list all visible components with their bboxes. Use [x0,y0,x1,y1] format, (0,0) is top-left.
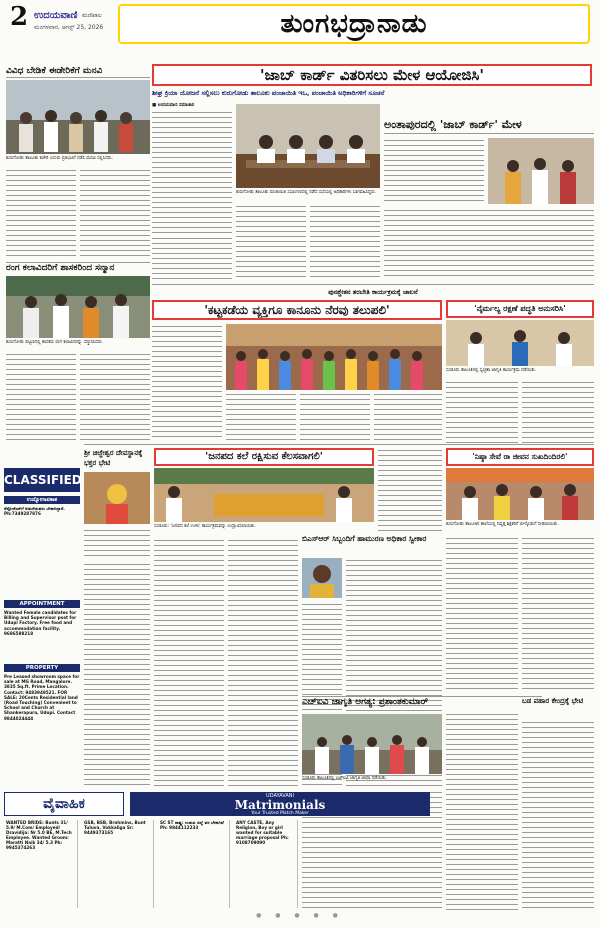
lower-text-col3 [228,538,298,788]
side-headline: ಅಂತಾಪುರದಲ್ಲಿ 'ಜಾಬ್ ಕಾರ್ಡ್' ಮೇಳ [384,118,594,134]
right-lower-photo [446,468,594,520]
lower-text-col2 [154,538,224,788]
protest-photo [6,80,150,154]
classified-ad-property: Pre Leased showroom space for sale at MG Road, Mangalore. 3835 Sq.ft. Prime Location. Contact: 9483949521. FOR SALE: 20Cents Residential land (Road Touching) Convenient to School and Church at Shankerapura, Udupi. Contact 9844024444 [4,674,80,721]
cleanliness-photo [446,320,594,366]
matrimony-ad-3: SC ST ರಾಷ್ಟ್ರ: ಉಡುಪಿ ಜಿಲ್ಲೆ ವರ ಬೇಕಾಗಿದೆ Ph: 9844112233 [158,820,230,908]
mid-headline: ಬಿಎಸ್ಆರ್ ಸಿಬ್ಬಂದಿಗೆ ಹಾಮುರಣ ಅಧಿಕಾರ ಸ್ವೀಕಾರ [302,534,427,543]
tribute-photo [84,472,150,524]
hiv-text-col1 [446,712,518,912]
side-text-col1 [384,138,484,204]
legal-aid-photo [226,324,442,390]
middle-photo [226,324,442,390]
middle-right-headline: 'ನೈರ್ಮಲ್ಯ ರಕ್ಷಣೆ ಪದ್ಧತಿ ಅನುಸರಿಸಿ' [446,300,594,318]
meeting-photo [236,104,380,188]
matrimony-tagline: Your Trusted Match Maker [251,811,309,816]
lower-spacer [378,448,442,532]
small-headline: ಬಡ ಪಹಾರ ಕೇಂದ್ರಕ್ಕೆ ಭೇಟಿ [522,697,584,705]
main-text-col3 [310,204,380,280]
left-story1-caption: ಕುರುಗೋಡು ತಾಲೂಕು ಕಚೇರಿ ಎದುರು ಪ್ರತಿಭಟನೆ ನಡೆಸಿ ಮನವಿ ಸಲ್ಲಿಸಿದರು. [6,156,114,161]
middle-headline: 'ಕಟ್ಟಕಡೆಯ ವ್ಯಕ್ತಿಗೂ ಕಾನೂನು ನೆರವು ತಲುಪಲಿ' [152,300,442,320]
dateline: ಮಂಗಳವಾರ, ಆಗಸ್ಟ್ 25, 2026 [34,24,104,31]
portrait-photo [302,558,342,598]
tribute-text [84,528,150,558]
hiv-headline: ಎಚ್ಐವಿ ಜಾಗೃತಿ ಅಗತ್ಯ: ಪ್ರಶಾಂತಕುಮಾರ್ [302,696,542,710]
main-text-col2 [236,204,306,280]
middle-right-text-col2 [522,380,594,444]
middle-text-col1 [152,324,222,440]
matrimony-ad-2: GSB, BSB, Brahmins, Bunt Tuluva, Vokkaliga Sr: 9449373165 [82,820,154,908]
classified-category-jobs: ಉದ್ಯೋಗಾವಕಾಶ [4,496,80,504]
registration-marks: ● ● ● ● ● [256,912,344,919]
matrimony-title: Matrimonials [234,798,326,812]
matrimony-top-line: UDAYAVANI [266,793,294,799]
matrimony-kannada-title: ವೈವಾಹಿಕ [4,792,124,816]
small-text [522,720,594,912]
matrimony-ad-4: ANY CASTE, Any Religion, Boy or girl wanted for suitable marriage proposal Ph: 9108709090 [234,820,298,908]
hiv-photo [302,714,442,774]
right-lower-caption: ಕುರುಗೋಡು ತಾಲೂಕಿನ ಶಾಲೆಯಲ್ಲಿ ನಿವೃತ್ತ ಶಿಕ್ಷಕರಿಗೆ ಬೀಳ್ಕೊಡುಗೆ ನೀಡಲಾಯಿತು. [446,522,559,527]
matrimony-banner [130,792,430,816]
left-story2-text-col1 [6,352,76,440]
main-photo [236,104,380,188]
middle-text-col3 [300,392,370,444]
classified-category-property: PROPERTY [4,664,80,672]
main-photo-caption: ಕುರುಗೋಡು ತಾಲೂಕು ಪಂಚಾಯಿತಿ ಸಭಾಂಗಣದಲ್ಲಿ ನಡೆದ ಸಭೆಯಲ್ಲಿ ಅಧಿಕಾರಿಗಳು ಭಾಗವಹಿಸಿದ್ದರು. [236,190,377,195]
left-story2-photo [6,276,150,338]
left-story2-text-col2 [80,352,150,440]
main-text-col1 [152,110,232,234]
middle-right-caption: ಸಂಡೂರು ತಾಲೂಕಿನಲ್ಲಿ ಸ್ವಚ್ಛತಾ ಜಾಗೃತಿ ಕಾರ್ಯಕ್ರಮ ನಡೆಯಿತು. [446,368,537,373]
center-caption: ಸಂಡೂರು: 'ಜನಪದ ಕಲೆ ಉಳಿಸಿ' ಕಾರ್ಯಕ್ರಮವನ್ನು ಉದ್ಘಾಟಿಸಲಾಯಿತು. [154,524,256,529]
matrimony-ad-1: WANTED BRIDE: Bunts 31/ 5.9/ M.Com/ Employed/ Dravidija: Nr 5.0 BE, M.Tech Employee. Wanted Groom: Maratti Naik 34/ 5.3 Ph: 9945374263 [4,820,78,908]
folk-art-photo [154,468,374,522]
divider [84,444,594,445]
temple-photo [84,472,150,524]
lower-text-col1 [84,562,150,788]
right-lower-text-col1 [446,536,518,692]
middle-right-text-col1 [446,380,518,444]
right-lower-headline: 'ನಿಷ್ಠಾ ಸೇವೆ ರಾ ಜೀವನ ಸುಖದಿಂದಿರಲಿ' [446,448,594,466]
hiv-caption: ಸಂಡೂರು ತಾಲೂಕಿನಲ್ಲಿ ಎಚ್ಐವಿ ಜಾಗೃತಿ ಜಾಥಾ ನಡೆಯಿತು. [302,776,387,781]
middle-right-photo [446,320,594,366]
center-headline: 'ಜನಪದ ಕಲೆ ರಕ್ಷಿಸುವ ಕೆಲಸವಾಗಲಿ' [154,448,374,466]
left-story1-photo [6,80,150,154]
divider [152,284,594,285]
main-headline: 'ಜಾಬ್ ಕಾರ್ಡ್ ವಿತರಿಸಲು ಮೇಳ ಆಯೋಜಿಸಿ' [152,64,592,86]
middle-text-col2 [226,392,296,444]
main-byline: ■ ಉದಯವಾಣಿ ಸಮಾಚಾರ [152,103,195,108]
left-story1-text-col1 [6,168,76,260]
classified-badge: CLASSIFIED [4,468,80,492]
classified-category-appointment: APPOINTMENT [4,600,80,608]
paper-name: ಉದಯವಾಣಿ [34,10,78,21]
felicitation-photo [6,276,150,338]
masthead [0,0,600,66]
middle-text-col4 [374,392,442,444]
left-story1-text-col2 [80,168,150,260]
person-portrait [302,558,342,598]
jobcard-photo [488,138,594,204]
page-number: 2 [10,2,29,32]
retirement-photo [446,468,594,520]
main-text-col4 [152,236,232,280]
awareness-rally-photo [302,714,442,774]
left-story2-caption: ಕುರುಗೋಡು ಪಟ್ಟಣದಲ್ಲಿ ಶಾಸಕರು ರಂಗ ಕಲಾವಿದರನ್ನು ಸನ್ಮಾನಿಸಿದರು. [6,340,104,345]
city-label: ಮಣಿಪಾಲ [82,12,102,19]
main-subhead: ಶೀಘ್ರ ಕ್ರಿಯಾ ಯೋಜನೆ ಸಲ್ಲಿಸಲು ಕುರುಗೋಡು ತಾಲೂಕು ಪಂಚಾಯಿತಿ ಇಒ, ಪಂಚಾಯಿತಿ ಅಧಿಕಾರಿಗಳಿಗೆ ಸೂಚನೆ [152,89,385,97]
classified-ad-appointment: Wanted Female candidates for Billing and Supervisor post for Udupi Factory. Free food and accommodation facility. 9686588218 [4,610,77,636]
right-lower-text-col2 [522,536,594,692]
side-text-bottom [384,208,594,280]
left-story1-headline: ವಿವಿಧ ಬೇಡಿಕೆ ಈಡೇರಿಕೆಗೆ ಮನವಿ [6,66,150,78]
tribute-headline: ಶ್ರೀ ಚಿಜ್ಜೇಶ್ವರ ದೇವಸ್ಥಾನಕ್ಕೆ ಭಕ್ತರ ಭೇಟಿ [84,449,143,467]
middle-kicker: ಪುನಶ್ಚೇತನ ತರಬೇತಿ ಕಾರ್ಯಕ್ರಮಕ್ಕೆ ಚಾಲನೆ [328,288,418,296]
side-photo [488,138,594,204]
left-story2-headline: ರಂಗ ಕಲಾವಿದರಿಗೆ ಶಾಸಕರಿಂದ ಸನ್ಮಾನ [6,262,150,274]
center-photo [154,468,374,522]
section-title: ತುಂಗಭದ್ರಾನಾಡು [118,4,590,44]
classified-ad-jobs: ರೆಸ್ಟೋರೆಂಟ್‌ಗೆ ಅಡುಗೆಯವರು ಬೇಕಾಗಿದ್ದಾರೆ. Ph:7349287876 [4,506,65,517]
